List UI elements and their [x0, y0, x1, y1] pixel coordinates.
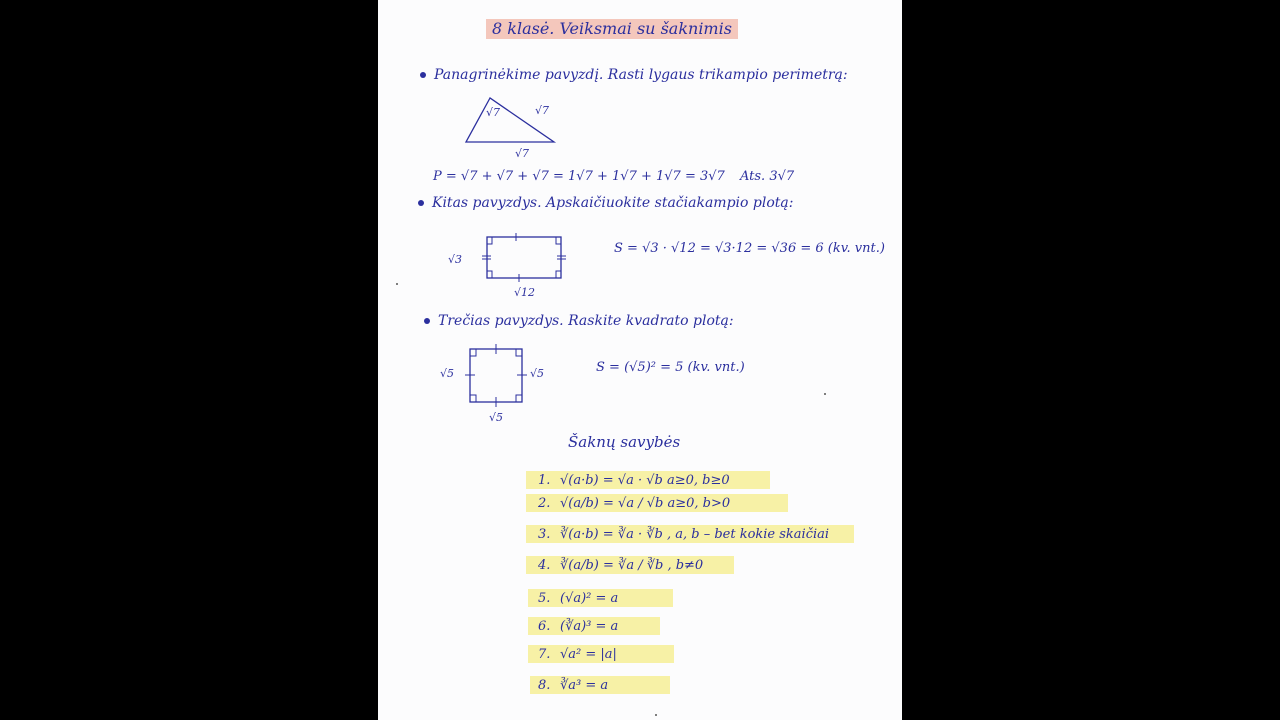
- property-8: 8. ∛a³ = a: [538, 678, 609, 693]
- property-2: 2. √(a/b) = √a / √b a≥0, b>0: [538, 496, 731, 511]
- property-7: 7. √a² = |a|: [538, 647, 617, 662]
- triangle-side-right-label: √7: [535, 104, 550, 117]
- example-1-answer: Ats. 3√7: [740, 169, 795, 184]
- paper-speck: [396, 283, 398, 285]
- notebook-page: [378, 0, 902, 720]
- example-1-heading: Panagrinėkime pavyzdį. Rasti lygaus trikampio perimetrą:: [420, 68, 848, 82]
- example-2-formula: S = √3 · √12 = √3·12 = √36 = 6 (kv. vnt.): [614, 241, 885, 256]
- square-side-right-label: √5: [530, 367, 545, 380]
- rectangle-figure: [482, 233, 566, 282]
- rectangle-side-left-label: √3: [448, 253, 463, 266]
- rectangle-side-bottom-label: √12: [514, 286, 536, 299]
- example-3-formula: S = (√5)² = 5 (kv. vnt.): [596, 360, 745, 375]
- bullet-icon: [424, 318, 430, 324]
- square-figure: [465, 344, 527, 407]
- property-1: 1. √(a·b) = √a · √b a≥0, b≥0: [538, 473, 730, 488]
- property-4: 4. ∛(a/b) = ∛a / ∛b , b≠0: [538, 558, 704, 573]
- property-6: 6. (∛a)³ = a: [538, 619, 619, 634]
- properties-title: Šaknų savybės: [568, 433, 681, 451]
- example-3-heading: Trečias pavyzdys. Raskite kvadrato plotą:: [424, 314, 734, 328]
- property-5: 5. (√a)² = a: [538, 591, 619, 606]
- square-side-bottom-label: √5: [489, 411, 504, 424]
- example-1-formula: P = √7 + √7 + √7 = 1√7 + 1√7 + 1√7 = 3√7: [433, 169, 725, 184]
- example-2-heading: Kitas pavyzdys. Apskaičiuokite stačiakampio plotą:: [418, 196, 793, 210]
- paper-speck: [655, 714, 657, 716]
- page-title: 8 klasė. Veiksmai su šaknimis: [486, 19, 738, 39]
- property-3: 3. ∛(a·b) = ∛a · ∛b , a, b – bet kokie skaičiai: [538, 527, 830, 542]
- triangle-side-left-label: √7: [486, 106, 501, 119]
- bullet-icon: [418, 200, 424, 206]
- paper-speck: [824, 393, 826, 395]
- square-side-left-label: √5: [440, 367, 455, 380]
- triangle-side-bottom-label: √7: [515, 147, 530, 160]
